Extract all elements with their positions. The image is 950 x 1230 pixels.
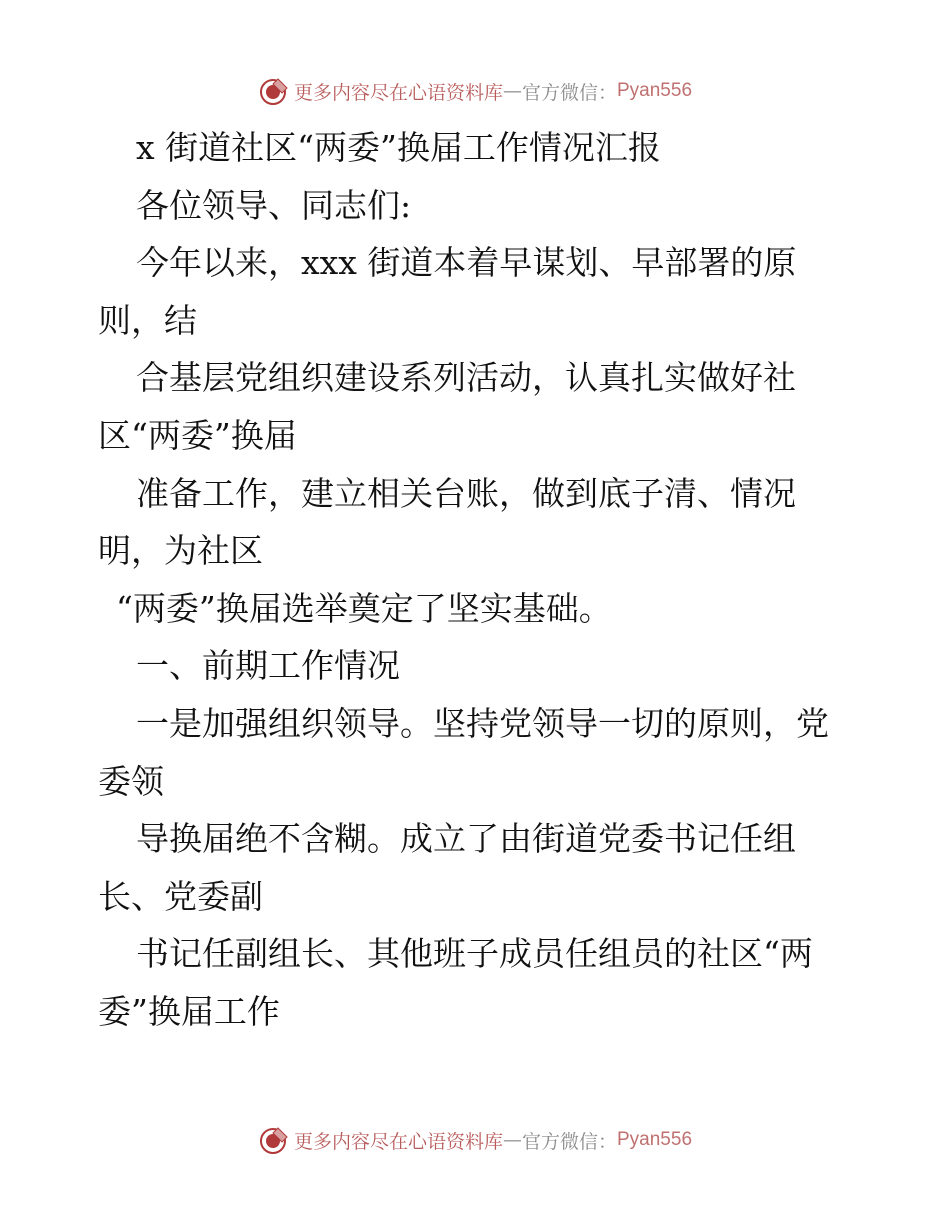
document-body	[98, 119, 858, 1041]
watermark-wechat-id: Pyan556	[617, 1129, 693, 1150]
paragraph-line: 区“两委”换届	[98, 415, 297, 455]
watermark-separator: —	[502, 80, 522, 102]
brand-logo-icon	[258, 75, 290, 107]
section-heading: 一、前期工作情况	[136, 646, 400, 686]
watermark-footer	[0, 1120, 950, 1160]
watermark-text: 更多内容尽在心语资料库	[293, 81, 503, 104]
paragraph-line: 长、党委副	[98, 876, 263, 916]
watermark-separator: —	[502, 1129, 522, 1151]
paragraph-line: 合基层党组织建设系列活动，认真扎实做好社	[136, 358, 796, 398]
paragraph-line: 今年以来，xxx 街道本着早谋划、早部署的原	[136, 243, 797, 283]
paragraph-line: 则，结	[98, 300, 197, 340]
watermark-header	[0, 71, 950, 111]
watermark-label: 官方微信：	[521, 81, 617, 104]
document-title: x 街道社区“两委”换届工作情况汇报	[136, 128, 661, 167]
paragraph-line: 明，为社区	[98, 531, 263, 571]
brand-logo-icon	[258, 1124, 290, 1156]
paragraph-line: 导换届绝不含糊。成立了由街道党委书记任组	[136, 819, 796, 859]
paragraph-line: 委”换届工作	[98, 991, 280, 1031]
paragraph-line: “两委”换届选举奠定了坚实基础。	[116, 588, 612, 628]
watermark-wechat-id: Pyan556	[617, 80, 693, 101]
paragraph-line: 委领	[98, 761, 164, 801]
watermark-label: 官方微信：	[521, 1130, 617, 1153]
watermark-text: 更多内容尽在心语资料库	[293, 1130, 503, 1153]
salutation: 各位领导、同志们:	[136, 185, 412, 225]
paragraph-line: 书记任副组长、其他班子成员任组员的社区“两	[136, 934, 813, 974]
paragraph-line: 一是加强组织领导。坚持党领导一切的原则，党	[136, 703, 829, 743]
paragraph-line: 准备工作，建立相关台账，做到底子清、情况	[136, 473, 796, 513]
